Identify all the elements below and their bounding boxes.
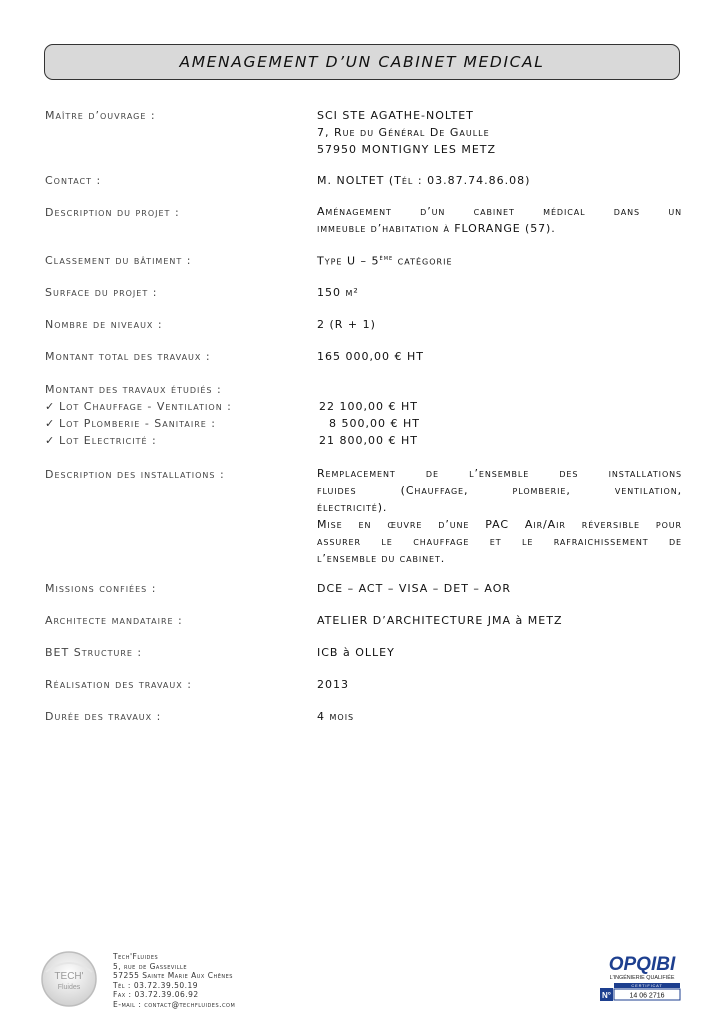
- montant-etudies-label: Montant des travaux étudiés :: [45, 383, 222, 396]
- niveaux-value: 2 (R + 1): [317, 318, 376, 331]
- classement-sup: ème: [379, 254, 394, 262]
- montant-total-value: 165 000,00 € HT: [317, 350, 424, 363]
- checkmark-icon: ✓: [45, 417, 56, 430]
- page-title: AMENAGEMENT D’UN CABINET MEDICAL: [179, 53, 545, 71]
- installations-line: Remplacement de l’ensemble des installations: [317, 467, 682, 480]
- opqibi-certification-logo: [600, 950, 684, 1008]
- classement-prefix: Type U – 5: [317, 254, 380, 268]
- opqibi-number: 14 06 2716: [629, 992, 665, 1000]
- installations-line: assurer le chauffage et le rafraichissement de: [317, 535, 682, 548]
- opqibi-brand: OPQIBI: [608, 954, 676, 975]
- duree-value: 4 mois: [317, 710, 355, 723]
- lot-item: [45, 400, 232, 413]
- lot-value: 8 500,00 € HT: [329, 417, 420, 430]
- classement-value: [317, 254, 453, 268]
- techfluides-logo: [40, 950, 98, 1008]
- missions-value: DCE – ACT – VISA – DET – AOR: [317, 582, 512, 595]
- installations-line: fluides (Chauffage, plomberie, ventilation,: [317, 484, 682, 497]
- title-banner: [44, 44, 680, 80]
- description-projet-line: Aménagement d’un cabinet médical dans un: [317, 205, 682, 218]
- lot-item: [45, 434, 157, 447]
- footer-fax: Fax : 03.72.39.06.92: [113, 990, 199, 1000]
- maitre-ouvrage-line-3: 57950 MONTIGNY LES METZ: [317, 143, 497, 156]
- lot-value: 22 100,00 € HT: [319, 400, 418, 413]
- logo-line-2: Fluides: [57, 984, 81, 991]
- contact-value: M. NOLTET (Tél : 03.87.74.86.08): [317, 174, 531, 187]
- installations-line: électricité).: [317, 501, 388, 514]
- lot-value: 21 800,00 € HT: [319, 434, 418, 447]
- maitre-ouvrage-line-2: 7, Rue du Général De Gaulle: [317, 126, 490, 139]
- contact-label: Contact :: [45, 174, 102, 187]
- missions-label: Missions confiées :: [45, 582, 157, 595]
- footer-address-1: 5, rue de Gasseville: [113, 961, 187, 971]
- maitre-ouvrage-line-1: SCI STE AGATHE-NOLTET: [317, 109, 474, 122]
- classement-suffix: catégorie: [393, 254, 453, 268]
- niveaux-label: Nombre de niveaux :: [45, 318, 163, 331]
- checkmark-icon: ✓: [45, 434, 56, 447]
- realisation-label: Réalisation des travaux :: [45, 678, 192, 691]
- opqibi-cert-label: CERTIFICAT: [631, 983, 663, 988]
- footer-tel: Tél : 03.72.39.50.19: [113, 980, 199, 990]
- realisation-value: 2013: [317, 678, 349, 691]
- opqibi-number-prefix: N°: [602, 991, 611, 1000]
- installations-value: [317, 465, 682, 567]
- lot-label: Lot Electricité :: [59, 434, 157, 447]
- bet-label: BET Structure :: [45, 646, 143, 659]
- opqibi-tagline: L'INGÉNIERIE QUALIFIÉE: [609, 975, 675, 981]
- footer-company: Tech'Fluides: [113, 952, 159, 961]
- footer-address: [113, 952, 235, 1010]
- architecte-value: ATELIER D’ARCHITECTURE JMA à METZ: [317, 614, 563, 627]
- duree-label: Durée des travaux :: [45, 710, 162, 723]
- maitre-ouvrage-label: Maître d’ouvrage :: [45, 109, 156, 122]
- lot-item: [45, 417, 216, 430]
- lot-label: Lot Chauffage - Ventilation :: [59, 400, 232, 413]
- logo-line-1: TECH': [54, 971, 84, 982]
- installations-line: l’ensemble du cabinet.: [317, 552, 446, 565]
- installations-line: Mise en œuvre d’une PAC Air/Air réversible pour: [317, 518, 682, 531]
- architecte-label: Architecte mandataire :: [45, 614, 183, 627]
- description-projet-value: [317, 203, 682, 237]
- footer-email[interactable]: E-mail : contact@techfluides.com: [113, 999, 236, 1009]
- lot-label: Lot Plomberie - Sanitaire :: [59, 417, 217, 430]
- surface-value: 150 m²: [317, 286, 359, 299]
- bet-value: ICB à OLLEY: [317, 646, 395, 659]
- montant-total-label: Montant total des travaux :: [45, 350, 211, 363]
- footer-address-2: 57255 Sainte Marie Aux Chênes: [113, 971, 233, 981]
- surface-label: Surface du projet :: [45, 286, 158, 299]
- description-projet-label: Description du projet :: [45, 206, 180, 219]
- installations-label: Description des installations :: [45, 468, 225, 481]
- classement-label: Classement du bâtiment :: [45, 254, 192, 267]
- description-projet-line: immeuble d’habitation à FLORANGE (57).: [317, 222, 556, 235]
- checkmark-icon: ✓: [45, 400, 56, 413]
